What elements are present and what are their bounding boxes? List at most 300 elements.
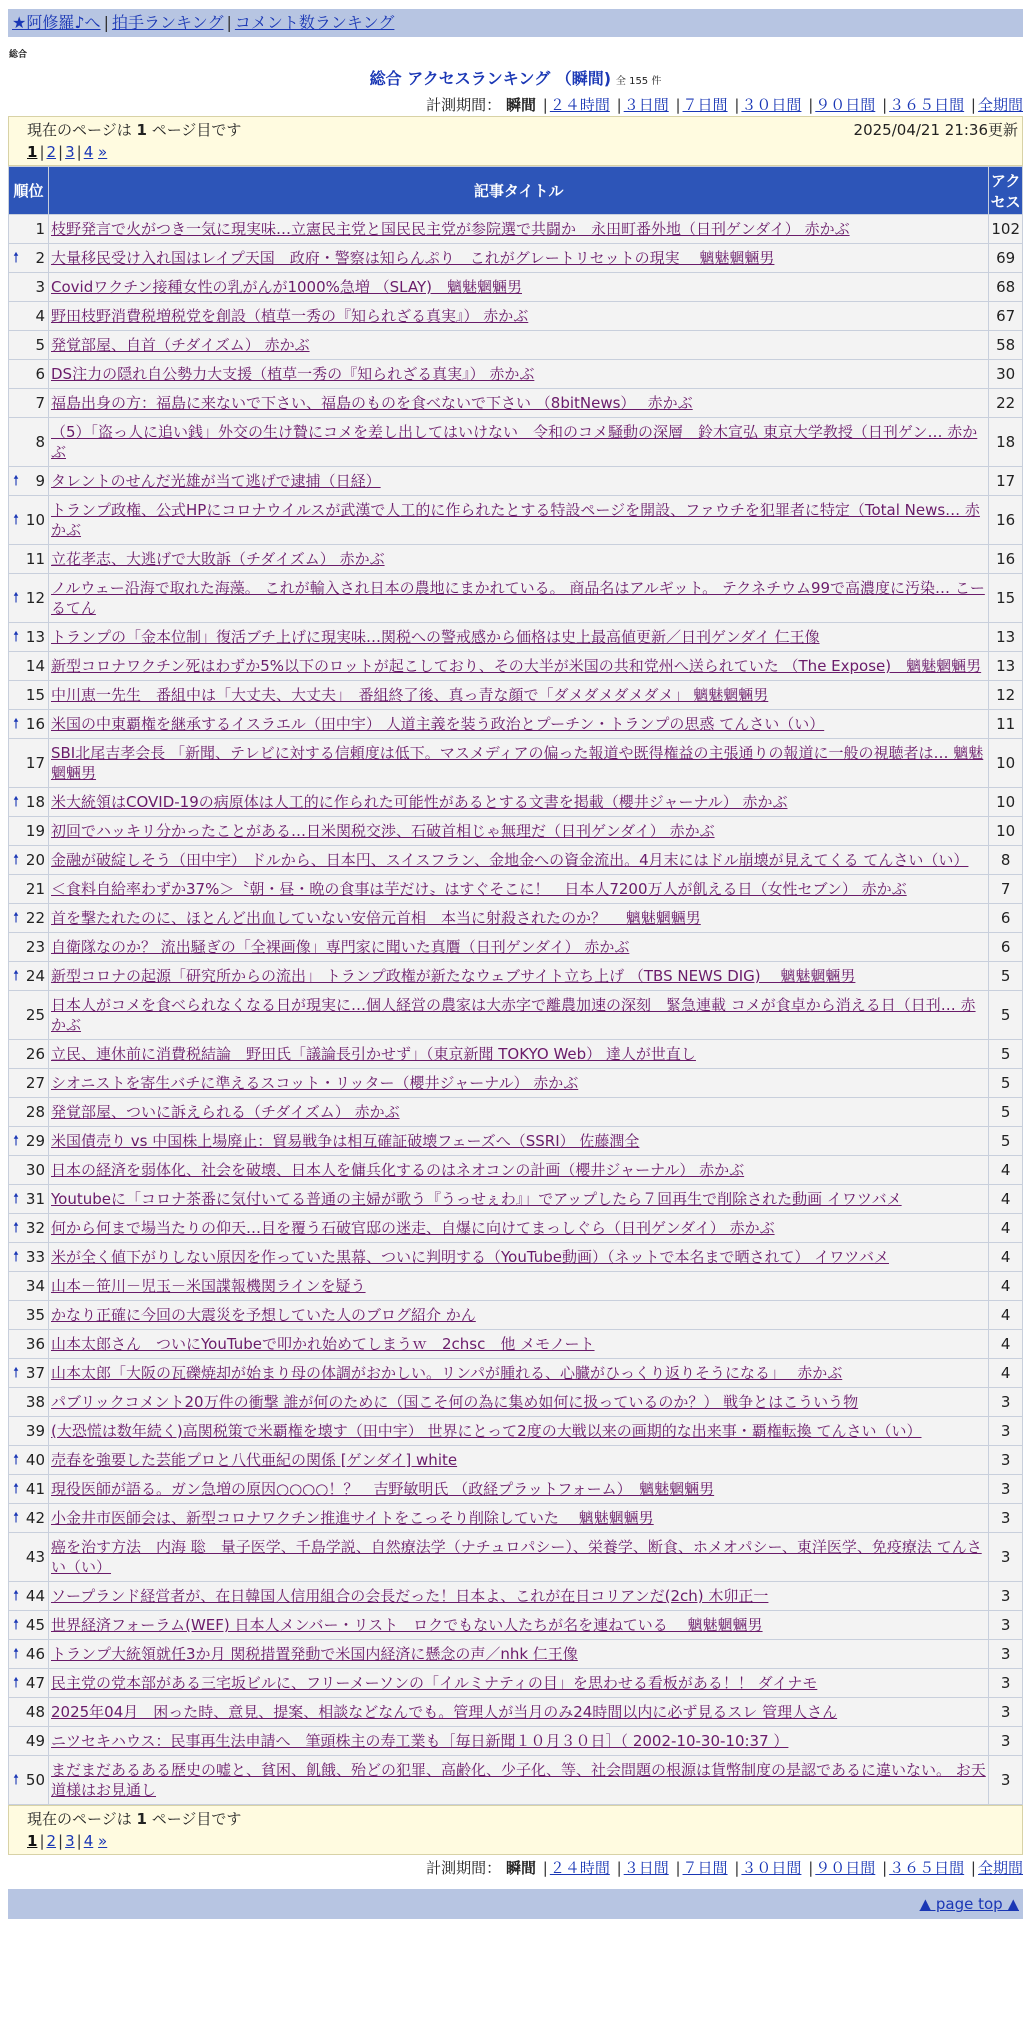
rank-up-arrow-icon: 🠕 [13,1481,20,1497]
rank-cell [9,1698,49,1727]
access-count: 10 [989,788,1023,817]
rank-cell [9,389,49,418]
article-title-link[interactable]: 売春を強要した芸能プロと八代亜紀の関係 [ゲンダイ] white [51,1451,458,1469]
table-row [9,904,1023,933]
title-cell [49,1185,989,1214]
rank-cell [9,1640,49,1669]
footer-bar [8,1889,1023,1919]
table-row [9,1727,1023,1756]
rank-up-arrow-icon: 🠕 [13,1249,20,1265]
table-row [9,1388,1023,1417]
rank-cell [9,1098,49,1127]
article-title-link[interactable]: 山本太郎さん ついにYouTubeで叩かれ始めてしまうｗ 2chsc 他 メモノート [51,1335,595,1353]
rank-up-arrow-icon: 🠕 [13,250,20,266]
page-3-link[interactable]: 3 [65,143,75,161]
table-row [9,1040,1023,1069]
rank-cell [9,875,49,904]
article-title-link[interactable]: 野田枝野消費税増税党を創設（植草一秀の『知られざる真実』） 赤かぶ [51,307,529,325]
rank-up-arrow-icon: 🠕 [13,1588,20,1604]
access-count: 4 [989,1156,1023,1185]
rank-up-arrow-icon: 🠕 [13,852,20,868]
article-title-link[interactable]: 大量移民受け入れ国はレイプ天国 政府・警察は知らんぷり これがグレートリセットの現実 魑魅魍魎男 [51,249,775,267]
rank-cell [9,1127,49,1156]
article-title-link[interactable]: 中川恵一先生 番組中は「大丈夫、大丈夫」 番組終了後、真っ青な顔で「ダメダメダメダメ」 魑魅魍魎男 [51,686,769,704]
ranking-heading [8,69,1023,92]
article-title-link[interactable]: トランプの「金本位制」復活ブチ上げに現実味…関税への警戒感から価格は史上最高値更新／日刊ゲンダイ 仁王像 [51,628,820,646]
table-row [9,1330,1023,1359]
rank-number: 4 [35,307,45,325]
title-cell [49,1214,989,1243]
updated-time: 2025/04/21 21:36更新 [853,121,1018,139]
access-count: 3 [989,1388,1023,1417]
article-title-link[interactable]: 新型コロナの起源「研究所からの流出」 トランプ政権が新たなウェブサイト立ち上げ （TBS NEWS DIG) 魑魅魍魎男 [51,967,856,985]
article-title-link[interactable]: トランプ大統領就任3か月 関税措置発動で米国内経済に懸念の声／nhk 仁王像 [51,1645,578,1663]
article-title-link[interactable]: 新型コロナワクチン死はわずか5%以下のロットが起こしており、その大半が米国の共和党州へ送られていた （The Expose) 魑魅魍魎男 [51,657,982,675]
table-row [9,1417,1023,1446]
rank-up-arrow-icon: 🠕 [13,1133,20,1149]
rank-number: 35 [25,1306,45,1324]
article-title-link[interactable]: 米国債売り vs 中国株上場廃止：貿易戦争は相互確証破壊フェーズへ（SSRI） 佐藤潤全 [51,1132,640,1150]
ranking-table [8,166,1023,1805]
rank-number: 17 [25,754,45,772]
rank-cell [9,710,49,739]
article-title-link[interactable]: 癌を治す方法 内海 聡 量子医学、千島学説、自然療法学（ナチュロパシー）、栄養学、断食、ホメオパシー、東洋医学、免疫療法 てんさい（い） [51,1538,982,1576]
article-title-link[interactable]: 米が全く値下がりしない原因を作っていた黒幕、ついに判明する（YouTube動画）（ネットで本名まで晒されて） イワツバメ [51,1248,889,1266]
access-count: 3 [989,1417,1023,1446]
page-2-link[interactable]: 2 [46,1832,57,1850]
rank-cell [9,652,49,681]
period-365d[interactable]: ３６５日間 [889,1859,965,1877]
rank-cell [9,817,49,846]
period-365d[interactable]: ３６５日間 [889,96,965,114]
period-3d[interactable]: ３日間 [623,1859,669,1877]
article-title-link[interactable]: パブリックコメント20万件の衝撃 誰が何のために（国こそ何の為に集め如何に扱っているのか？） 戦争とはこういう物 [51,1393,859,1411]
rank-up-arrow-icon: 🠕 [13,1365,20,1381]
rank-cell [9,681,49,710]
rank-number: 44 [25,1587,45,1605]
rank-cell [9,273,49,302]
title-cell [49,1127,989,1156]
table-row [9,244,1023,273]
comment-ranking-link[interactable]: コメント数ランキング [234,13,395,32]
rank-cell [9,846,49,875]
title-cell [49,302,989,331]
title-cell [49,496,989,545]
rank-number: 14 [25,657,45,675]
title-cell [49,991,989,1040]
access-count: 12 [989,681,1023,710]
period-selector-bottom: 計測期間： 瞬間 | ２４時間 | ３日間 | ７日間 | ３０日間 | ９０日間 | ３６５日間 | 全期間 [426,1859,1023,1877]
page-top-link[interactable]: ▲ page top ▲ [919,1895,1019,1913]
table-row [9,331,1023,360]
article-title-link[interactable]: かなり正確に今回の大震災を予想していた人のブログ紹介 かん [51,1306,476,1324]
rank-cell [9,788,49,817]
rank-up-arrow-icon: 🠕 [13,1675,20,1691]
rank-cell [9,1301,49,1330]
title-cell [49,1582,989,1611]
rank-up-arrow-icon: 🠕 [13,473,20,489]
site-home-link[interactable]: ★阿修羅♪へ [12,13,101,32]
period-7d[interactable]: ７日間 [682,1859,728,1877]
article-title-link[interactable]: 世界経済フォーラム(WEF) 日本人メンバー・リスト ロクでもない人たちが名を連ねている 魑魅魍魎男 [51,1616,763,1634]
title-cell [49,1330,989,1359]
table-row [9,467,1023,496]
rank-cell [9,1214,49,1243]
rank-number: 27 [25,1074,45,1092]
top-nav-bar [8,9,1023,37]
title-cell [49,788,989,817]
title-cell [49,244,989,273]
article-title-link[interactable]: 立民、連休前に消費税結論 野田氏「議論長引かせず」（東京新聞 TOKYO Web） 達人が世直し [51,1045,696,1063]
article-title-link[interactable]: SBI北尾吉孝会長 「新聞、テレビに対する信頼度は低下。マスメディアの偏った報道や既得権益の主張通りの報道に一般の視聴者は… 魑魅魍魎男 [51,744,984,782]
next-page-link[interactable]: » [98,143,108,161]
rank-cell [9,1727,49,1756]
rank-number: 34 [25,1277,45,1295]
article-title-link[interactable]: 民主党の党本部がある三宅坂ビルに、フリーメーソンの「イルミナティの目」を思わせる看板がある！！ ダイナモ [51,1674,818,1692]
rank-cell [9,1504,49,1533]
table-row [9,1156,1023,1185]
access-count: 5 [989,991,1023,1040]
rank-cell [9,467,49,496]
table-row [9,846,1023,875]
rank-up-arrow-icon: 🠕 [13,794,20,810]
page-3-link[interactable]: 3 [65,1832,75,1850]
rank-cell [9,962,49,991]
page-4-link[interactable]: 4 [83,1832,94,1850]
table-row [9,1640,1023,1669]
article-title-link[interactable]: 山本－笹川－児玉－米国諜報機関ラインを疑う [51,1277,366,1295]
table-row [9,1669,1023,1698]
rank-cell [9,1388,49,1417]
rank-number: 45 [25,1616,45,1634]
rank-number: 26 [25,1045,45,1063]
rank-cell [9,496,49,545]
title-cell [49,1611,989,1640]
table-row [9,1756,1023,1805]
rank-cell [9,1756,49,1805]
title-cell [49,360,989,389]
rank-cell [9,1475,49,1504]
rank-up-arrow-icon: 🠕 [13,590,20,606]
pagination: 1 | 2 | 3 | 4 » [27,143,108,161]
rank-cell [9,1156,49,1185]
title-cell [49,1359,989,1388]
table-row [9,418,1023,467]
table-row [9,1185,1023,1214]
access-count: 4 [989,1330,1023,1359]
access-count: 22 [989,389,1023,418]
title-cell [49,623,989,652]
access-count: 3 [989,1504,1023,1533]
title-cell [49,1069,989,1098]
rank-up-arrow-icon: 🠕 [13,1617,20,1633]
rank-number: 13 [25,628,45,646]
title-cell [49,1475,989,1504]
rank-cell [9,1272,49,1301]
table-row [9,681,1023,710]
rank-number: 24 [25,967,45,985]
article-title-link[interactable]: （5）「盗っ人に追い銭」外交の生け贄にコメを差し出してはいけない 令和のコメ騒動の深層 鈴木宣弘 東京大学教授（日刊ゲン… 赤かぶ [51,423,978,461]
rank-number: 22 [25,909,45,927]
table-row [9,1446,1023,1475]
rank-number: 25 [25,1006,45,1024]
access-count: 4 [989,1185,1023,1214]
nav-separator: | [226,13,232,32]
access-count: 58 [989,331,1023,360]
period-90d[interactable]: ９０日間 [815,96,876,114]
rank-number: 38 [25,1393,45,1411]
total-count: 全 155 件 [615,76,662,87]
article-title-link[interactable]: タレントのせんだ光雄が当て逃げで逮捕（日経） [51,472,381,490]
rank-number: 15 [25,686,45,704]
rank-number: 3 [35,278,45,296]
table-row [9,545,1023,574]
title-cell [49,681,989,710]
page-current: 1 [27,143,38,161]
table-row [9,360,1023,389]
table-row [9,215,1023,244]
rank-up-arrow-icon: 🠕 [13,1452,20,1468]
access-count: 4 [989,1301,1023,1330]
article-title-link[interactable]: 山本太郎「大阪の瓦礫焼却が始まり母の体調がおかしい。リンパが腫れる、心臓がひっくり返りそうになる」 赤かぶ [51,1364,843,1382]
title-cell [49,574,989,623]
rank-cell [9,1185,49,1214]
rank-cell [9,574,49,623]
article-title-link[interactable]: Youtubeに「コロナ茶番に気付いてる普通の主婦が歌う『うっせぇわ』」でアップしたら７回再生で削除された動画 イワツバメ [51,1190,902,1208]
col-rank-header: 順位 [9,167,49,215]
page-status: 現在のページは 1 ページ目です [27,1810,242,1828]
title-cell [49,904,989,933]
rank-number: 40 [25,1451,45,1469]
period-3d[interactable]: ３日間 [623,96,669,114]
period-selected: 瞬間 [505,1859,536,1877]
table-row [9,496,1023,545]
access-count: 3 [989,1533,1023,1582]
article-title-link[interactable]: 枝野発言で火がつき一気に現実味…立憲民主党と国民民主党が参院選で共闘か 永田町番外地（日刊ゲンダイ） 赤かぶ [51,220,850,238]
table-row [9,962,1023,991]
article-title-link[interactable]: 米国の中東覇権を継承するイスラエル（田中宇） 人道主義を装う政治とプーチン・トランプの思惑 てんさい（い） [51,715,825,733]
page-4-link[interactable]: 4 [83,143,94,161]
period-24h[interactable]: ２４時間 [549,1859,610,1877]
table-row [9,739,1023,788]
article-title-link[interactable]: ニツセキハウス：民事再生法申請へ 筆頭株主の寿工業も［毎日新聞１０月３０日］（ 2002-10-30-10:37 ） [51,1732,789,1750]
rank-cell [9,1611,49,1640]
rank-number: 11 [25,550,45,568]
rank-number: 5 [35,336,45,354]
rank-cell [9,933,49,962]
period-30d[interactable]: ３０日間 [741,96,802,114]
access-count: 30 [989,360,1023,389]
access-count: 6 [989,933,1023,962]
rank-number: 43 [25,1548,45,1566]
table-row [9,574,1023,623]
article-title-link[interactable]: 小金井市医師会は、新型コロナワクチン推進サイトをこっそり削除していた 魑魅魍魎男 [51,1509,654,1527]
table-row [9,1214,1023,1243]
access-count: 8 [989,846,1023,875]
rank-up-arrow-icon: 🠕 [13,629,20,645]
article-title-link[interactable]: 金融が破綻しそう（田中宇） ドルから、日本円、スイスフラン、金地金への資金流出。4月末にはドル崩壊が見えてくる てんさい（い） [51,851,969,869]
rank-cell [9,331,49,360]
article-title-link[interactable]: ソープランド経営者が、在日韓国人信用組合の会長だった！日本よ、これが在日コリアンだ(2ch) 木卯正一 [51,1587,769,1605]
access-count: 3 [989,1669,1023,1698]
article-title-link[interactable]: Covidワクチン接種女性の乳がんが1000%急増 （SLAY) 魑魅魍魎男 [51,278,522,296]
access-count: 3 [989,1446,1023,1475]
access-count: 18 [989,418,1023,467]
title-cell [49,331,989,360]
title-cell [49,389,989,418]
article-title-link[interactable]: 初回でハッキリ分かったことがある…日米関税交渉、石破首相じゃ無理だ（日刊ゲンダイ） 赤かぶ [51,822,715,840]
access-count: 4 [989,1272,1023,1301]
rank-number: 32 [25,1219,45,1237]
rank-cell [9,1669,49,1698]
table-row [9,817,1023,846]
rank-up-arrow-icon: 🠕 [13,910,20,926]
table-row [9,1533,1023,1582]
period-all[interactable]: 全期間 [977,1859,1023,1877]
period-7d[interactable]: ７日間 [682,96,728,114]
article-title-link[interactable]: DS注力の隠れ自公勢力大支援（植草一秀の『知られざる真実』） 赤かぶ [51,365,535,383]
access-count: 6 [989,904,1023,933]
access-count: 5 [989,962,1023,991]
article-title-link[interactable]: 2025年04月 困った時、意見、提案、相談などなんでも。管理人が当月のみ24時間以内に必ず見るスレ 管理人さん [51,1703,838,1721]
rank-cell [9,1417,49,1446]
table-row [9,875,1023,904]
article-title-link[interactable]: 発覚部屋、自首（チダイズム） 赤かぶ [51,336,310,354]
article-title-link[interactable]: ノルウェー沿海で取れた海藻。 これが輸入され日本の農地にまかれている。 商品名はアルギット。 テクネチウム99で高濃度に汚染… こーるてん [51,579,985,617]
rank-number: 6 [35,365,45,383]
article-title-link[interactable]: (大恐慌は数年続く)高関税策で米覇権を壊す（田中宇） 世界にとって2度の大戦以来の画期的な出来事・覇権転換 てんさい（い） [51,1422,922,1440]
title-cell [49,1388,989,1417]
rank-number: 21 [25,880,45,898]
access-count: 3 [989,1698,1023,1727]
rank-number: 18 [25,793,45,811]
page-status: 現在のページは 1 ページ目です [27,121,242,139]
title-cell [49,1698,989,1727]
rank-cell [9,1359,49,1388]
article-title-link[interactable]: 何から何まで場当たりの仰天…目を覆う石破官邸の迷走、自爆に向けてまっしぐら（日刊ゲンダイ） 赤かぶ [51,1219,775,1237]
rank-number: 12 [25,589,45,607]
rank-up-arrow-icon: 🠕 [13,1772,20,1788]
access-count: 3 [989,1582,1023,1611]
access-count: 67 [989,302,1023,331]
rank-number: 33 [25,1248,45,1266]
article-title-link[interactable]: 立花孝志、大逃げで大敗訴（チダイズム） 赤かぶ [51,550,385,568]
rank-number: 41 [25,1480,45,1498]
period-label: 計測期間： [426,96,502,114]
rank-cell [9,1446,49,1475]
rank-up-arrow-icon: 🠕 [13,1646,20,1662]
table-row [9,788,1023,817]
access-count: 17 [989,467,1023,496]
table-row [9,1069,1023,1098]
next-page-link[interactable]: » [98,1832,108,1850]
period-all[interactable]: 全期間 [977,96,1023,114]
rank-cell [9,1040,49,1069]
period-30d[interactable]: ３０日間 [741,1859,802,1877]
access-count: 3 [989,1475,1023,1504]
title-cell [49,1446,989,1475]
article-title-link[interactable]: 日本の経済を弱体化、社会を破壊、日本人を傭兵化するのはネオコンの計画（櫻井ジャーナル） 赤かぶ [51,1161,745,1179]
rank-cell [9,1330,49,1359]
col-title-header: 記事タイトル [49,167,989,215]
rank-number: 20 [25,851,45,869]
table-row [9,652,1023,681]
table-row [9,933,1023,962]
article-title-link[interactable]: 現役医師が語る。ガン急増の原因○○○○！？ 吉野敏明氏 （政経プラットフォーム） 魑魅魍魎男 [51,1480,715,1498]
title-cell [49,1756,989,1805]
access-count: 4 [989,1243,1023,1272]
table-row [9,1582,1023,1611]
table-row [9,389,1023,418]
rank-cell [9,904,49,933]
rank-number: 19 [25,822,45,840]
table-row [9,710,1023,739]
title-cell [49,1243,989,1272]
title-cell [49,1533,989,1582]
rank-number: 42 [25,1509,45,1527]
period-label: 計測期間： [426,1859,502,1877]
access-count: 5 [989,1098,1023,1127]
article-title-link[interactable]: 発覚部屋、ついに訴えられる（チダイズム） 赤かぶ [51,1103,400,1121]
title-cell [49,1301,989,1330]
rank-number: 9 [35,472,45,490]
article-title-link[interactable]: ＜食料自給率わずか37%＞〝朝・昼・晩の食事は芋だけ〟はすぐそこに！ 日本人7200万人が飢える日（女性セブン） 赤かぶ [51,880,907,898]
access-count: 3 [989,1756,1023,1805]
table-row [9,1272,1023,1301]
rank-cell [9,1243,49,1272]
title-cell [49,1272,989,1301]
rank-up-arrow-icon: 🠕 [13,1510,20,1526]
article-title-link[interactable]: シオニストを寄生バチに準えるスコット・リッター（櫻井ジャーナル） 赤かぶ [51,1074,579,1092]
applause-ranking-link[interactable]: 拍手ランキング [111,13,224,32]
title-cell [49,467,989,496]
table-row [9,1098,1023,1127]
page-current: 1 [27,1832,38,1850]
rank-cell [9,545,49,574]
title-cell [49,652,989,681]
page-2-link[interactable]: 2 [46,143,57,161]
article-title-link[interactable]: 米大統領はCOVID-19の病原体は人工的に作られた可能性があるとする文書を掲載（櫻井ジャーナル） 赤かぶ [51,793,788,811]
rank-cell [9,418,49,467]
table-row [9,1504,1023,1533]
rank-number: 50 [25,1771,45,1789]
article-title-link[interactable]: 自衛隊なのか？ 流出騒ぎの「全裸画像」専門家に聞いた真贋（日刊ゲンダイ） 赤かぶ [51,938,630,956]
article-title-link[interactable]: トランプ政権、公式HPにコロナウイルスが武漢で人工的に作られたとする特設ページを開設、ファウチを犯罪者に特定（Total News… 赤かぶ [51,501,980,539]
article-title-link[interactable]: 首を撃たれたのに、ほとんど出血していない安倍元首相 本当に射殺されたのか？ 魑魅魍魎男 [51,909,701,927]
title-cell [49,1098,989,1127]
title-cell [49,1156,989,1185]
rank-number: 31 [25,1190,45,1208]
period-90d[interactable]: ９０日間 [815,1859,876,1877]
access-count: 5 [989,1127,1023,1156]
access-count: 10 [989,817,1023,846]
rank-number: 48 [25,1703,45,1721]
article-title-link[interactable]: 日本人がコメを食べられなくなる日が現実に…個人経営の農家は大赤字で離農加速の深刻 緊急連載 コメが食卓から消える日（日刊… 赤かぶ [51,996,976,1034]
access-count: 5 [989,1040,1023,1069]
rank-cell [9,244,49,273]
rank-number: 16 [25,715,45,733]
article-title-link[interactable]: まだまだあるある歴史の嘘と、貧困、飢餓、殆どの犯罪、高齢化、少子化、等、社会問題の根源は貨幣制度の是認であるに違いない。 お天道様はお見通し [51,1761,986,1799]
title-cell [49,545,989,574]
rank-cell [9,360,49,389]
rank-number: 46 [25,1645,45,1663]
title-cell [49,273,989,302]
rank-number: 39 [25,1422,45,1440]
article-title-link[interactable]: 福島出身の方：福島に来ないで下さい、福島のものを食べないで下さい （8bitNews） 赤かぶ [51,394,693,412]
period-24h[interactable]: ２４時間 [549,96,610,114]
title-cell [49,710,989,739]
table-row [9,1611,1023,1640]
